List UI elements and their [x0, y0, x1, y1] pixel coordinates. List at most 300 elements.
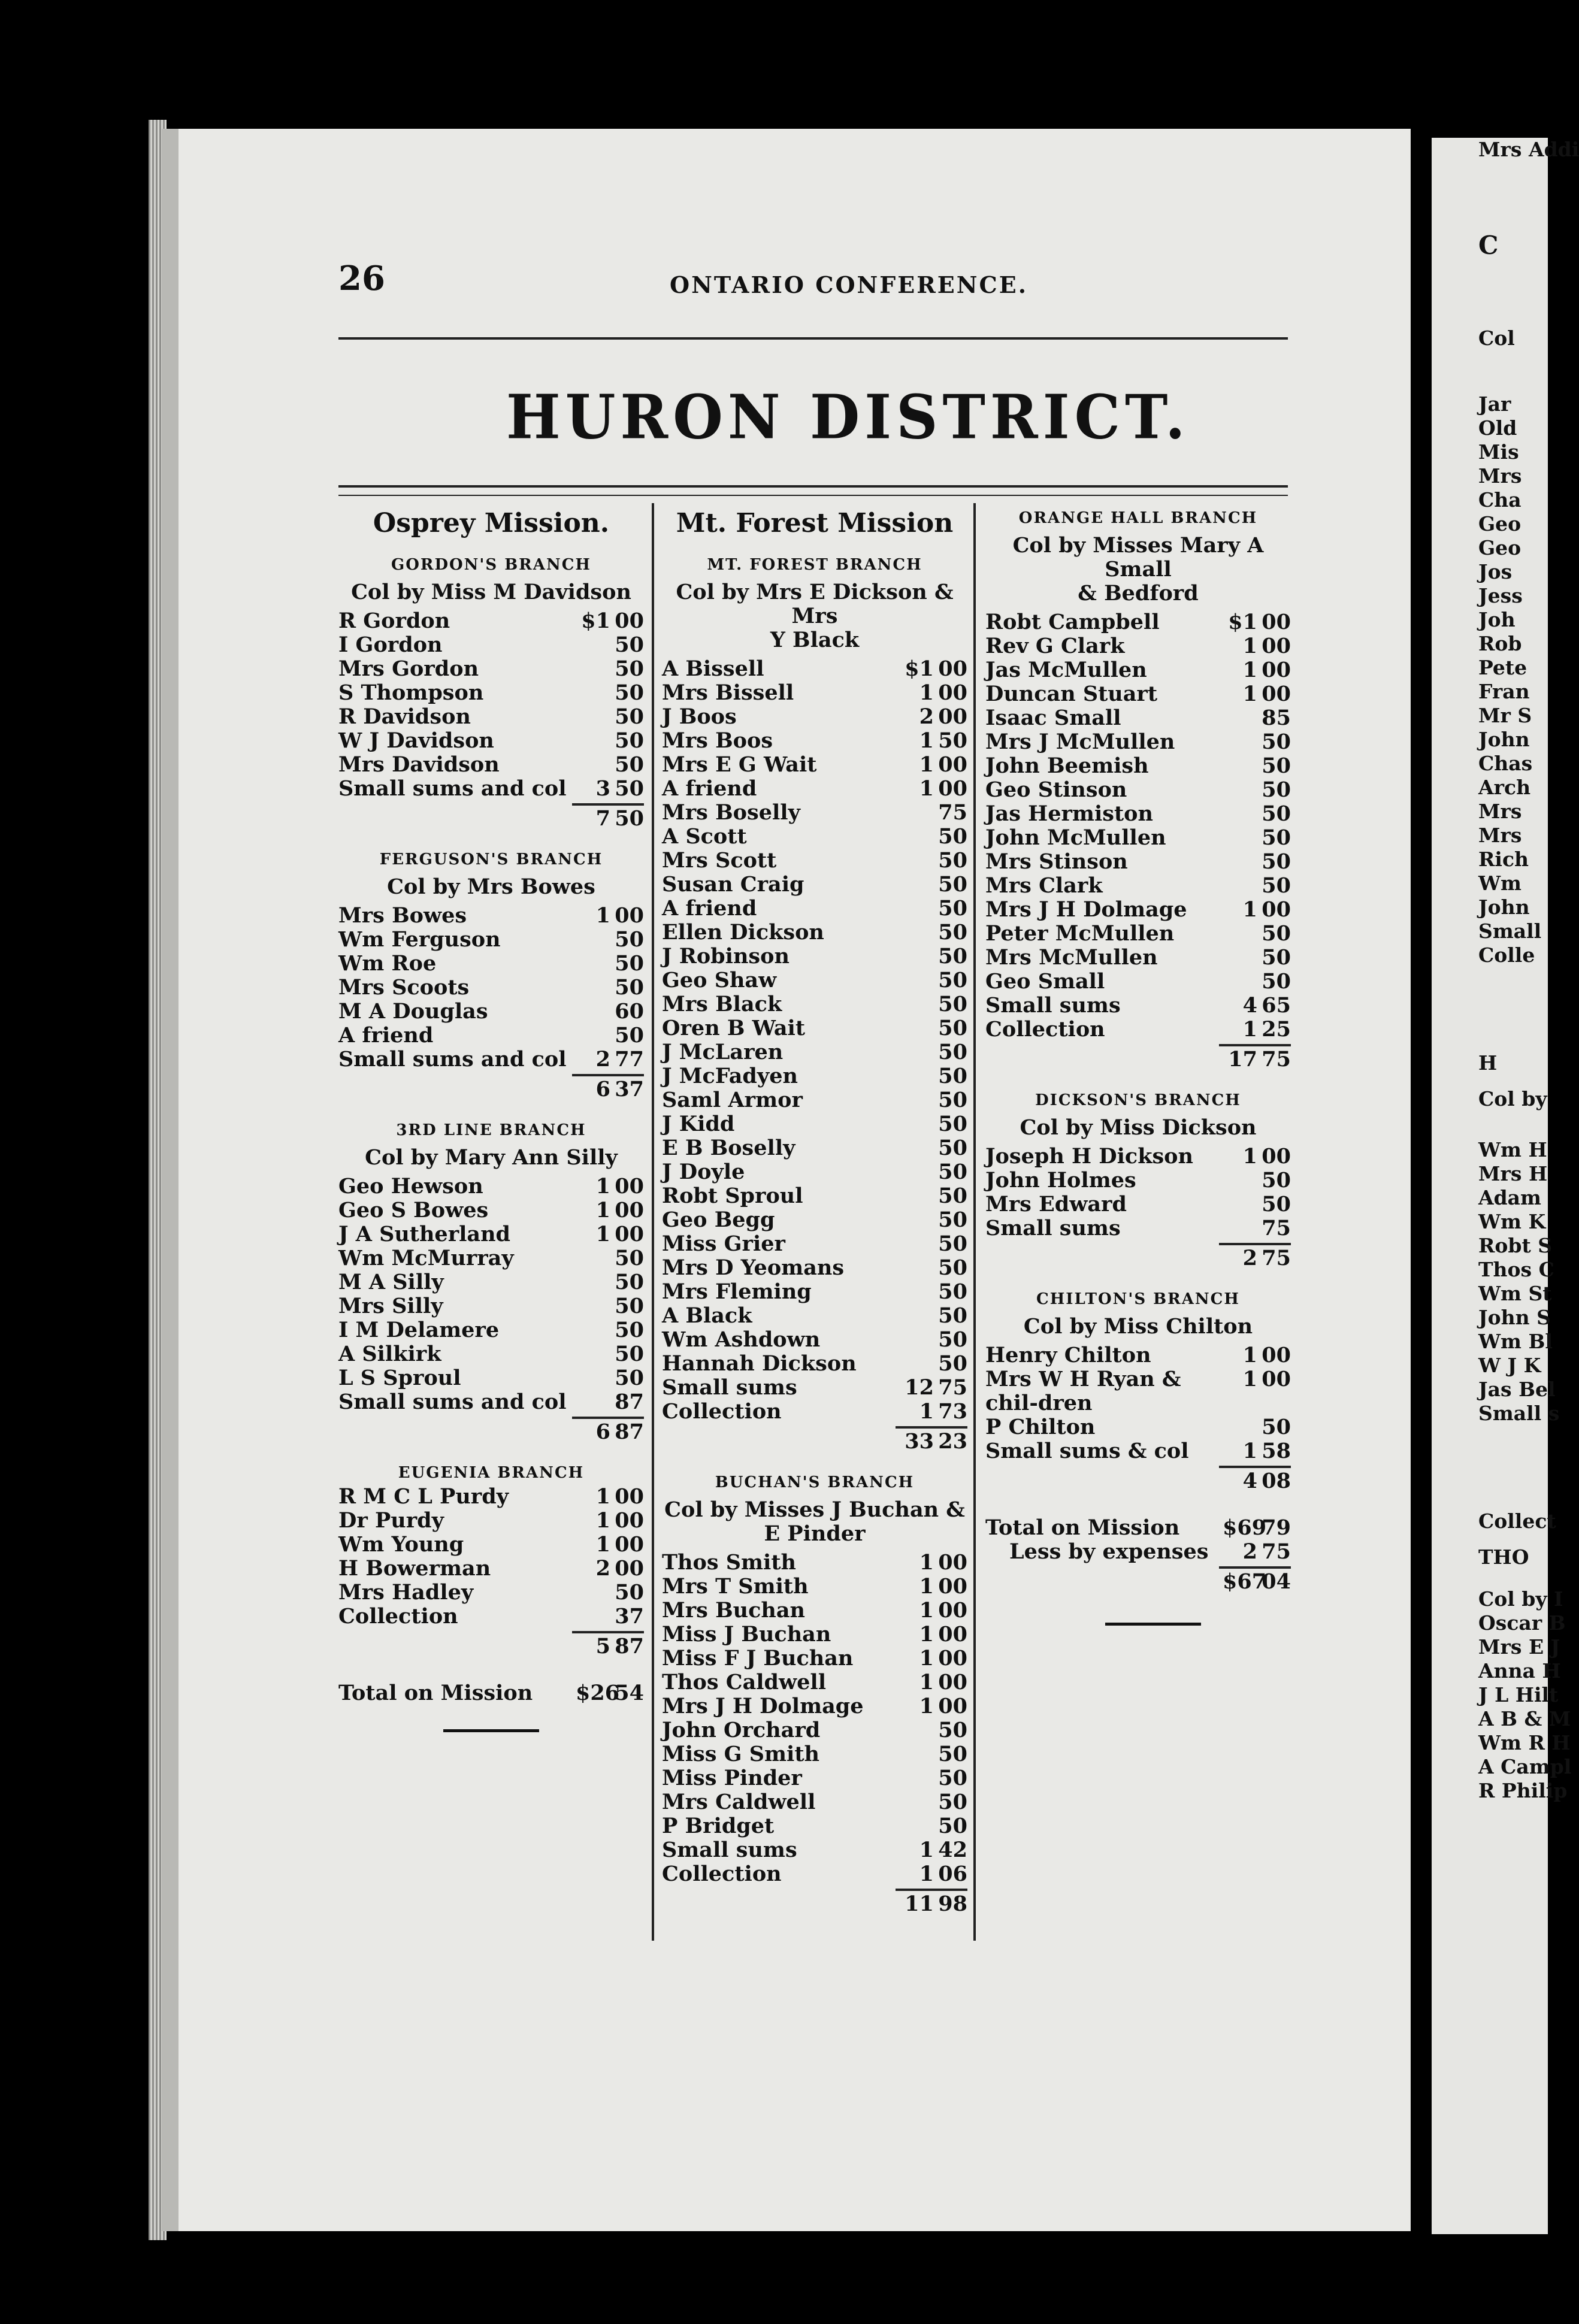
- amount-cents: 42: [938, 1838, 967, 1862]
- donor-name: Mrs Boselly: [662, 800, 800, 825]
- donor-name: R M C L Purdy: [338, 1484, 509, 1509]
- amount-cents: 00: [938, 1694, 967, 1718]
- running-title: ONTARIO CONFERENCE.: [670, 271, 1028, 298]
- expenses-dollars: 2: [1242, 1539, 1257, 1564]
- ledger-row: [985, 658, 1291, 682]
- amount-cents: 50: [615, 1246, 644, 1270]
- donor-name: J Doyle: [662, 1160, 745, 1184]
- amount-dollars: [899, 1742, 934, 1766]
- amount-cents: 50: [615, 752, 644, 777]
- adjacent-page-text: A B & M: [1478, 1707, 1571, 1730]
- amount-dollars: 1: [595, 903, 610, 928]
- ledger-row: [662, 1814, 967, 1838]
- amount-dollars: [1223, 850, 1257, 874]
- column-orange-hall: [985, 506, 1291, 1626]
- amount-dollars: [1223, 826, 1257, 850]
- donor-name: A Silkirk: [338, 1342, 441, 1366]
- amount-dollars: $1: [905, 656, 934, 681]
- amount-cents: 65: [1262, 993, 1291, 1018]
- amount-dollars: [576, 1581, 610, 1605]
- adjacent-page-text: Col by: [1478, 1087, 1547, 1110]
- branch-total: [338, 1419, 644, 1449]
- branch-heading: ORANGE HALL BRANCH: [1018, 509, 1258, 527]
- adjacent-page-text: R Philip: [1478, 1779, 1568, 1802]
- donor-name: Susan Craig: [662, 872, 804, 897]
- donor-name: Small sums and col: [338, 1047, 567, 1072]
- ledger-row: [985, 1169, 1291, 1193]
- amount-cents: 75: [1262, 1216, 1291, 1240]
- donor-name: Mrs T Smith: [662, 1574, 809, 1599]
- branch-total: [985, 1046, 1291, 1076]
- donor-name: John McMullen: [985, 825, 1166, 850]
- amount-dollars: 1: [919, 752, 934, 777]
- amount-cents: 50: [615, 728, 644, 753]
- amount-dollars: [576, 1318, 610, 1342]
- total-label: Total on Mission: [985, 1515, 1180, 1540]
- amount-cents: 00: [615, 609, 644, 633]
- amount-cents: 00: [938, 1646, 967, 1671]
- donor-name: Oren B Wait: [662, 1016, 806, 1040]
- donor-name: I M Delamere: [338, 1318, 500, 1342]
- amount-cents: 50: [615, 1580, 644, 1605]
- collector-line: [662, 577, 967, 657]
- donor-name: Mrs Caldwell: [662, 1790, 816, 1814]
- ledger-row: [662, 705, 967, 729]
- amount-cents: 50: [1262, 730, 1291, 754]
- amount-cents: 00: [938, 680, 967, 705]
- amount-cents: 50: [938, 1016, 967, 1040]
- donor-name: J Kidd: [662, 1112, 735, 1136]
- donor-name: Mrs Scoots: [338, 975, 470, 1000]
- amount-dollars: [1223, 1217, 1257, 1240]
- amount-cents: 50: [615, 656, 644, 681]
- ledger-row: [662, 1184, 967, 1208]
- amount-dollars: [1223, 1193, 1257, 1217]
- donor-name: Jas Hermiston: [985, 801, 1153, 826]
- amount-cents: 06: [938, 1862, 967, 1886]
- amount-dollars: 1: [919, 1838, 934, 1862]
- donor-name: Small sums and col: [338, 1390, 567, 1414]
- total-dollars: 4: [1242, 1469, 1257, 1493]
- ledger-row: [662, 1136, 967, 1160]
- district-title: HURON DISTRICT.: [506, 382, 1190, 453]
- ledger-row: [985, 1193, 1291, 1217]
- amount-cents: 73: [938, 1399, 967, 1424]
- ledger-row: [662, 1112, 967, 1136]
- ledger-row: [662, 681, 967, 705]
- ledger-row: [338, 1199, 644, 1222]
- amount-dollars: 1: [919, 1622, 934, 1647]
- column-divider: [652, 503, 654, 1941]
- donor-name: A friend: [338, 1023, 434, 1048]
- ledger-row: [662, 1671, 967, 1694]
- title-rule-thin: [338, 495, 1288, 496]
- adjacent-page-text: Wm Bl: [1478, 1330, 1553, 1353]
- adjacent-page-text: Wm R H: [1478, 1731, 1571, 1754]
- amount-cents: 75: [938, 800, 967, 825]
- amount-cents: 50: [1262, 801, 1291, 826]
- amount-dollars: [899, 1790, 934, 1814]
- amount-cents: 85: [1262, 706, 1291, 730]
- amount-dollars: [576, 729, 610, 753]
- donor-name: Mrs J McMullen: [985, 730, 1175, 754]
- ledger-row: [338, 657, 644, 681]
- branch-total: [662, 1891, 967, 1921]
- amount-cents: 50: [1262, 825, 1291, 850]
- amount-dollars: [899, 1112, 934, 1136]
- amount-cents: 50: [938, 1231, 967, 1256]
- collector-line: [662, 1494, 967, 1551]
- donor-name: Geo Hewson: [338, 1174, 483, 1199]
- ledger-row: [662, 729, 967, 753]
- donor-name: Isaac Small: [985, 706, 1121, 730]
- adjacent-page-text: John: [1478, 728, 1530, 751]
- amount-dollars: [576, 976, 610, 1000]
- donor-name: Small sums: [662, 1375, 797, 1400]
- ledger-row: [662, 1064, 967, 1088]
- amount-dollars: 2: [595, 1556, 610, 1581]
- amount-cents: 00: [938, 1622, 967, 1647]
- donor-name: Miss Pinder: [662, 1766, 802, 1790]
- total-cents: 87: [615, 1634, 644, 1659]
- ledger-row: [662, 825, 967, 849]
- expenses-row: [985, 1540, 1291, 1564]
- adjacent-page-text: Adam: [1478, 1186, 1541, 1209]
- ledger-row: [662, 1599, 967, 1623]
- amount-dollars: [899, 849, 934, 873]
- donor-name: Mrs D Yeomans: [662, 1255, 845, 1280]
- end-rule: [1105, 1623, 1201, 1626]
- ledger-row: [662, 1160, 967, 1184]
- adjacent-page-text: J L Hilt: [1478, 1683, 1559, 1706]
- donor-name: Mrs J H Dolmage: [662, 1694, 864, 1718]
- amount-cents: 50: [938, 1160, 967, 1184]
- donor-name: Mrs Edward: [985, 1192, 1127, 1217]
- donor-name: A Bissell: [662, 656, 764, 681]
- total-dollars: 6: [595, 1420, 610, 1444]
- donor-name: Mrs Bissell: [662, 680, 794, 705]
- amount-cents: 37: [615, 1604, 644, 1629]
- branch-heading: BUCHAN'S BRANCH: [715, 1473, 915, 1491]
- collector-line: [985, 1311, 1291, 1343]
- branch-total: [985, 1468, 1291, 1498]
- adjacent-page-text: Jos: [1478, 560, 1513, 583]
- ledger-row: [338, 1390, 644, 1414]
- amount-cents: 50: [938, 1064, 967, 1088]
- donor-name: Wm McMurray: [338, 1246, 514, 1270]
- amount-dollars: [576, 705, 610, 729]
- ledger-row: [662, 657, 967, 681]
- total-cents: 50: [615, 806, 644, 831]
- amount-dollars: [899, 1304, 934, 1328]
- column-osprey: [338, 506, 644, 1732]
- donor-name: L S Sproul: [338, 1366, 461, 1390]
- amount-cents: 00: [615, 1222, 644, 1246]
- donor-name: Mrs Scott: [662, 848, 777, 873]
- amount-dollars: 1: [919, 728, 934, 753]
- amount-dollars: [576, 1246, 610, 1270]
- adjacent-page-text: Colle: [1478, 943, 1535, 967]
- amount-cents: 50: [938, 1184, 967, 1208]
- ledger-row: [662, 897, 967, 921]
- amount-dollars: 1: [919, 1694, 934, 1718]
- ledger-row: [338, 1557, 644, 1581]
- donor-name: Geo Stinson: [985, 777, 1127, 802]
- amount-cents: 50: [615, 975, 644, 1000]
- donor-name: Rev G Clark: [985, 634, 1125, 658]
- branch-heading: FERGUSON'S BRANCH: [379, 851, 603, 869]
- amount-dollars: [576, 928, 610, 952]
- amount-cents: 50: [938, 1136, 967, 1160]
- collector-line: [985, 1112, 1291, 1145]
- amount-cents: 50: [938, 1327, 967, 1352]
- spacer: [338, 1663, 644, 1681]
- amount-dollars: [899, 1766, 934, 1790]
- amount-cents: 50: [938, 872, 967, 897]
- ledger-row: [985, 778, 1291, 802]
- donor-name: P Bridget: [662, 1814, 775, 1838]
- amount-cents: 50: [938, 728, 967, 753]
- amount-dollars: 12: [905, 1375, 934, 1400]
- total-label: Total on Mission: [338, 1681, 533, 1705]
- branch-heading: 3RD LINE BRANCH: [396, 1121, 586, 1139]
- adjacent-page-text: Old: [1478, 416, 1517, 440]
- ledger-row: [662, 1790, 967, 1814]
- amount-cents: 00: [938, 1670, 967, 1694]
- expenses-cents: 75: [1262, 1539, 1291, 1564]
- donor-name: E B Boselly: [662, 1136, 795, 1160]
- ledger-row: [338, 753, 644, 777]
- donor-name: W J Davidson: [338, 728, 494, 753]
- adjacent-page-text: Pete: [1478, 656, 1527, 679]
- amount-dollars: [899, 1040, 934, 1064]
- amount-cents: 50: [938, 944, 967, 969]
- donor-name: Mrs Black: [662, 992, 782, 1016]
- donor-name: Small sums: [662, 1838, 797, 1862]
- adjacent-page-text: Rich: [1478, 848, 1529, 871]
- collector-line-1: Col by Misses Mary A Small: [1012, 533, 1264, 582]
- branch-heading: CHILTON'S BRANCH: [1036, 1290, 1240, 1308]
- donor-name: Mrs E G Wait: [662, 752, 817, 777]
- ledger-row: [662, 1623, 967, 1647]
- total-dollars: 2: [1242, 1246, 1257, 1270]
- ledger-row: [662, 849, 967, 873]
- amount-cents: 50: [615, 1318, 644, 1342]
- ledger-row: [985, 994, 1291, 1018]
- amount-dollars: [576, 1390, 610, 1414]
- donor-name: Duncan Stuart: [985, 682, 1158, 706]
- ledger-row: [662, 1328, 967, 1352]
- ledger-row: [338, 1605, 644, 1629]
- branch-total: [662, 1429, 967, 1458]
- amount-cents: 50: [1262, 1415, 1291, 1439]
- ledger-row: [338, 1294, 644, 1318]
- total-dollars: $26: [576, 1681, 620, 1705]
- total-cents: 37: [615, 1077, 644, 1102]
- donor-name: H Bowerman: [338, 1556, 491, 1581]
- donor-name: Small sums and col: [338, 776, 567, 801]
- adjacent-page-text: Mrs E J: [1478, 1635, 1560, 1659]
- ledger-row: [338, 904, 644, 928]
- amount-dollars: [576, 952, 610, 976]
- adjacent-page-text: Mrs: [1478, 824, 1522, 847]
- amount-cents: 50: [615, 633, 644, 657]
- amount-cents: 25: [1262, 1017, 1291, 1042]
- amount-dollars: 1: [919, 1670, 934, 1694]
- donor-name: M A Douglas: [338, 999, 488, 1024]
- amount-cents: 00: [938, 1598, 967, 1623]
- column-mt-forest: [662, 506, 967, 1921]
- amount-dollars: $1: [1228, 610, 1257, 634]
- donor-name: A Black: [662, 1303, 752, 1328]
- donor-name: Geo Shaw: [662, 968, 777, 992]
- net-cents: 04: [1262, 1569, 1291, 1594]
- ledger-row: [662, 1232, 967, 1256]
- donor-name: Wm Ashdown: [662, 1327, 821, 1352]
- ledger-row: [338, 777, 644, 801]
- amount-cents: 50: [615, 1342, 644, 1366]
- ledger-row: [985, 1439, 1291, 1463]
- amount-dollars: [899, 1064, 934, 1088]
- amount-cents: 00: [938, 704, 967, 729]
- donor-name: Mrs Bowes: [338, 903, 467, 928]
- amount-dollars: 1: [595, 1532, 610, 1557]
- ledger-row: [662, 969, 967, 992]
- amount-dollars: [576, 681, 610, 705]
- amount-cents: 60: [615, 999, 644, 1024]
- ledger-row: [985, 1367, 1291, 1415]
- ledger-row: [662, 1208, 967, 1232]
- ledger-row: [985, 946, 1291, 970]
- ledger-row: [338, 1000, 644, 1024]
- branch-list: [985, 506, 1291, 1498]
- amount-dollars: [899, 801, 934, 825]
- amount-dollars: [1223, 802, 1257, 826]
- adjacent-page-text: Mis: [1478, 440, 1519, 464]
- donor-name: S Thompson: [338, 680, 484, 705]
- ledger-row: [338, 1342, 644, 1366]
- donor-name: R Gordon: [338, 609, 450, 633]
- donor-name: John Holmes: [985, 1168, 1136, 1193]
- amount-cents: 87: [615, 1390, 644, 1414]
- amount-dollars: [899, 1160, 934, 1184]
- ledger-row: [338, 729, 644, 753]
- ledger-row: [338, 1222, 644, 1246]
- ledger-row: [985, 874, 1291, 898]
- adjacent-page-text: Mrs: [1478, 464, 1522, 488]
- amount-cents: 50: [938, 896, 967, 921]
- donor-name: Small sums & col: [985, 1439, 1189, 1463]
- collector-line-1: Col by Miss Chilton: [1023, 1314, 1253, 1339]
- donor-name: Miss J Buchan: [662, 1622, 831, 1647]
- ledger-row: [662, 1742, 967, 1766]
- ledger-row: [338, 952, 644, 976]
- donor-name: Robt Campbell: [985, 610, 1160, 634]
- collector-line-2: Y Black: [770, 628, 860, 652]
- total-dollars: 6: [595, 1077, 610, 1102]
- donor-name: Collection: [662, 1862, 782, 1886]
- ledger-row: [338, 1024, 644, 1048]
- ledger-row: [338, 609, 644, 633]
- amount-cents: 50: [1262, 873, 1291, 898]
- adjacent-page-text: Rob: [1478, 632, 1522, 655]
- ledger-row: [338, 1270, 644, 1294]
- mission-total: [338, 1681, 644, 1705]
- total-cents: 08: [1262, 1469, 1291, 1493]
- amount-dollars: [899, 1232, 934, 1256]
- amount-cents: 00: [1262, 1343, 1291, 1367]
- amount-cents: 00: [938, 1574, 967, 1599]
- adjacent-page: [1432, 138, 1579, 2234]
- ledger-row: [985, 634, 1291, 658]
- donor-name: Jas McMullen: [985, 658, 1147, 682]
- amount-dollars: 1: [1242, 634, 1257, 658]
- total-dollars: $69: [1223, 1515, 1267, 1540]
- collector-line-2: & Bedford: [1078, 581, 1199, 606]
- donor-name: Thos Caldwell: [662, 1670, 827, 1694]
- amount-dollars: [899, 1814, 934, 1838]
- spacer: [985, 1498, 1291, 1516]
- amount-dollars: 1: [1242, 658, 1257, 682]
- adjacent-page-text: Geo: [1478, 536, 1521, 559]
- amount-cents: 00: [615, 1508, 644, 1533]
- amount-cents: 50: [615, 1294, 644, 1318]
- adjacent-page-text: Wm K: [1478, 1210, 1546, 1233]
- ledger-row: [338, 928, 644, 952]
- donor-name: John Beemish: [985, 754, 1149, 778]
- amount-dollars: [576, 1270, 610, 1294]
- donor-name: Mrs Clark: [985, 873, 1103, 898]
- expenses-label: Less by expenses: [1009, 1539, 1209, 1564]
- collector-line-2: E Pinder: [764, 1521, 866, 1546]
- ledger-row: [662, 921, 967, 945]
- donor-name: Ellen Dickson: [662, 920, 824, 945]
- ledger-row: [662, 1575, 967, 1599]
- amount-dollars: [1223, 1169, 1257, 1193]
- donor-name: Mrs Hadley: [338, 1580, 474, 1605]
- amount-cents: 50: [1262, 1168, 1291, 1193]
- mission-title: Mt. Forest Mission: [676, 508, 954, 538]
- donor-name: Small sums: [985, 1216, 1121, 1240]
- amount-dollars: [899, 1352, 934, 1376]
- donor-name: Mrs Gordon: [338, 656, 479, 681]
- ledger-row: [985, 850, 1291, 874]
- donor-name: Small sums: [985, 993, 1121, 1018]
- amount-cents: 00: [1262, 658, 1291, 682]
- amount-cents: 00: [938, 656, 967, 681]
- ledger-row: [985, 1018, 1291, 1042]
- donor-name: J A Sutherland: [338, 1222, 511, 1246]
- amount-cents: 50: [615, 776, 644, 801]
- amount-dollars: [899, 873, 934, 897]
- amount-dollars: [899, 945, 934, 969]
- amount-cents: 00: [1262, 1144, 1291, 1169]
- donor-name: Mrs J H Dolmage: [985, 897, 1187, 922]
- adjacent-page-text: Jess: [1478, 584, 1523, 607]
- collector-line: Col by Mary Ann Silly: [365, 1145, 618, 1170]
- ledger-row: [985, 706, 1291, 730]
- branch-heading: EUGENIA BRANCH: [398, 1464, 585, 1482]
- amount-dollars: [899, 921, 934, 945]
- ledger-row: [985, 1145, 1291, 1169]
- amount-dollars: 1: [1242, 682, 1257, 706]
- amount-cents: 50: [938, 1255, 967, 1280]
- amount-cents: 50: [938, 1303, 967, 1328]
- amount-cents: 00: [1262, 897, 1291, 922]
- donor-name: J McFadyen: [662, 1064, 798, 1088]
- amount-dollars: [899, 969, 934, 992]
- title-rule: [338, 485, 1288, 488]
